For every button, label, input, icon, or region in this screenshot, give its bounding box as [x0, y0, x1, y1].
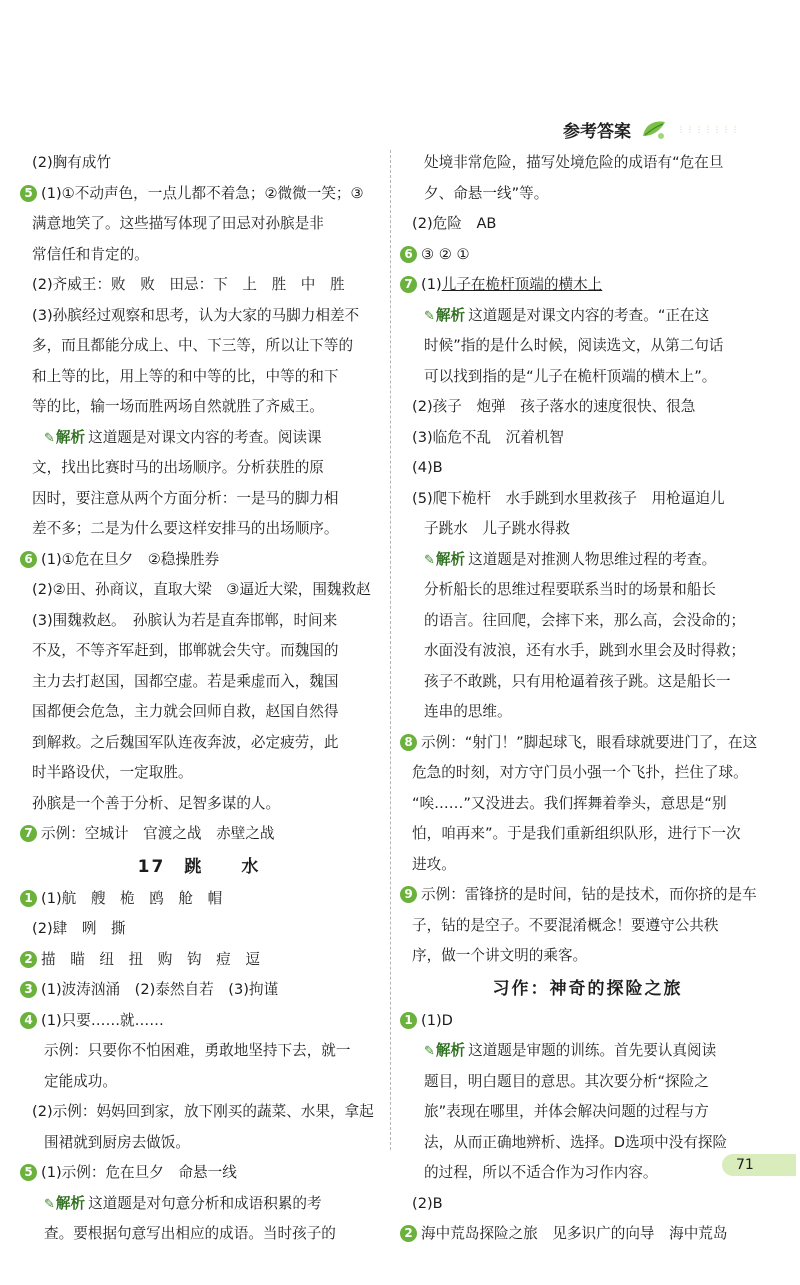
answer-line: 满意地笑了。这些描写体现了田忌对孙膑是非: [32, 215, 324, 232]
answer-line: 文，找出比赛时马的出场顺序。分析获胜的原: [32, 459, 324, 476]
analysis-label: 解析: [435, 550, 466, 568]
answer-line: 怕，咱再来”。于是我们重新组织队形，进行下一次: [412, 825, 741, 842]
pencil-icon: ✎: [44, 430, 55, 446]
analysis-label: 解析: [435, 306, 466, 324]
answer-line: [400, 728, 775, 759]
answer-line: “唉……”又没进去。我们挥舞着拳头，意思是“别: [412, 794, 727, 812]
answer-line: 水面没有波浪，还有水手，跳到水里会及时得救；: [424, 642, 746, 659]
analysis-label: 解析: [55, 1194, 86, 1212]
analysis-text: 这道题是审题的训练。首先要认真阅读: [468, 1042, 717, 1059]
answer-line: 定能成功。: [44, 1072, 117, 1090]
pencil-icon: ✎: [424, 308, 435, 324]
answer-line: 多，而且都能分成上、中、下三等，所以让下等的: [32, 337, 354, 354]
answer-line: (2)B: [412, 1194, 443, 1212]
question-number-badge: 1: [20, 890, 37, 907]
question-number-badge: 6: [400, 246, 417, 263]
pencil-icon: ✎: [44, 1196, 55, 1212]
answer-line: [20, 819, 378, 850]
answer-text: 示例：雷锋挤的是时间，钻的是技术，而你挤的是车: [421, 886, 757, 903]
answer-line: 到解救。之后魏国军队连夜奔波，必定疲劳，此: [32, 733, 339, 751]
answer-line: 的过程，所以不适合作为习作内容。: [424, 1164, 658, 1181]
underlined-answer: 儿子在桅杆顶端的横木上: [441, 276, 603, 293]
answer-line: 可以找到指的是“儿子在桅杆顶端的横木上”。: [424, 367, 717, 385]
answer-line: [400, 270, 775, 301]
answer-line: [400, 1219, 775, 1250]
answer-line: [20, 545, 378, 576]
answer-line: 和上等的比，用上等的和中等的比，中等的和下: [32, 367, 339, 385]
answer-line: 题目，明白题目的意思。其次要分析“探险之: [424, 1072, 709, 1090]
answer-text: (1)D: [421, 1011, 453, 1029]
answer-line: 连串的思维。: [424, 703, 512, 720]
question-number-badge: 2: [400, 1225, 417, 1242]
answer-line: 等的比，输一场而胜两场自然就胜了齐威王。: [32, 398, 324, 415]
answer-line: 围裙就到厨房去做饭。: [44, 1133, 190, 1151]
answer-line: [400, 240, 775, 271]
answer-line: [400, 880, 775, 911]
answer-line: 孙膑是一个善于分析、足智多谋的人。: [32, 794, 281, 812]
answer-line: 差不多；二是为什么要这样安排马的出场顺序。: [32, 520, 339, 537]
answer-text: (1)航 艘 桅 鸥 舱 帽: [41, 889, 223, 907]
question-number-badge: 8: [400, 734, 417, 751]
answer-line: 示例：只要你不怕困难，勇敢地坚持下去，就一: [44, 1042, 351, 1059]
answer-line: 危急的时刻，对方守门员小强一个飞扑，拦住了球。: [412, 764, 748, 781]
analysis-line: [400, 301, 775, 332]
answer-line: (2)肆 咧 撕: [32, 920, 126, 937]
answer-line: (2)孩子 炮弹 孩子落水的速度很快、很急: [412, 398, 696, 415]
answer-line: 法，从而正确地辨析、选择。D选项中没有探险: [424, 1133, 728, 1151]
answer-line: 子跳水 儿子跳水得救: [424, 520, 570, 537]
question-number-badge: 7: [20, 825, 37, 842]
answer-line: 序，做一个讲文明的乘客。: [412, 947, 588, 964]
answer-line: [20, 179, 378, 210]
answer-text: (1)示例：危在旦夕 命悬一线: [41, 1164, 237, 1181]
answer-line: (3)临危不乱 沉着机智: [412, 428, 565, 446]
header-title: 参考答案: [563, 121, 631, 142]
analysis-line: [400, 545, 775, 576]
answer-line: (2)示例：妈妈回到家，放下刚买的蔬菜、水果，拿起: [32, 1103, 374, 1120]
leaf-decoration-icon: [639, 116, 669, 142]
answer-text: (1)①危在旦夕 ②稳操胜券: [41, 550, 220, 568]
answer-line: 处境非常危险，描写处境危险的成语有“危在旦: [424, 154, 724, 171]
answer-line: [20, 945, 378, 976]
answer-text: ③ ② ①: [421, 245, 470, 263]
answer-line: 查。要根据句意写出相应的成语。当时孩子的: [44, 1225, 336, 1242]
answer-line: 孩子不敢跳，只有用枪逼着孩子跳。这是船长一: [424, 672, 731, 690]
answer-line: 分析船长的思维过程要联系当时的场景和船长: [424, 581, 716, 598]
question-number-badge: 1: [400, 1012, 417, 1029]
analysis-label: 解析: [55, 428, 86, 446]
answer-line: 旅”表现在哪里，并体会解决问题的过程与方: [424, 1103, 709, 1120]
answer-line: [400, 1006, 775, 1037]
answer-line: 因时，要注意从两个方面分析：一是马的脚力相: [32, 489, 339, 507]
analysis-label: 解析: [435, 1042, 466, 1059]
page-header: [563, 114, 740, 144]
analysis-text: 这道题是对句意分析和成语积累的考: [88, 1194, 322, 1212]
question-number-badge: 2: [20, 951, 37, 968]
answer-text: (1)只要……就……: [41, 1011, 164, 1029]
question-number-badge: 5: [20, 1164, 37, 1181]
right-column: [400, 148, 775, 1250]
answer-line: (2)胸有成竹: [32, 154, 112, 171]
answer-line: (2)齐威王：败 败 田忌：下 上 胜 中 胜: [32, 276, 345, 293]
answer-prefix: (1): [421, 276, 442, 293]
answer-text: (1)波涛汹涌 (2)泰然自若 (3)拘谨: [41, 981, 279, 998]
analysis-text: 这道题是对课文内容的考查。“正在这: [468, 306, 710, 324]
header-dots: ⋮⋮⋮⋮⋮⋮⋮: [677, 124, 740, 134]
analysis-text: 这道题是对推测人物思维过程的考查。: [468, 550, 717, 568]
answer-text: 海中荒岛探险之旅 见多识广的向导 海中荒岛: [421, 1225, 728, 1242]
question-number-badge: 4: [20, 1012, 37, 1029]
answer-line: 主力去打赵国，国都空虚。若是乘虚而入，魏国: [32, 672, 339, 690]
answer-line: 的语言。往回爬，会摔下来，那么高，会没命的；: [424, 611, 746, 629]
answer-line: [20, 975, 378, 1006]
answer-line: (4)B: [412, 459, 443, 476]
analysis-line: [20, 1189, 378, 1220]
question-number-badge: 3: [20, 981, 37, 998]
answer-line: (3)围魏救赵。 孙膑认为若是直奔邯郸，时间来: [32, 611, 338, 629]
answer-text: 描 瞄 纽 扭 购 钩 痘 逗: [41, 950, 260, 968]
answer-text: 示例：“射门！”脚起球飞，眼看球就要进门了，在这: [421, 733, 758, 751]
left-column: [20, 148, 378, 1250]
answer-line: (5)爬下桅杆 水手跳到水里救孩子 用枪逼迫儿: [412, 489, 725, 507]
section-title: 习作：神奇的探险之旅: [492, 978, 683, 999]
answer-line: 时候”指的是什么时候，阅读选文，从第二句话: [424, 337, 724, 354]
answer-line: [20, 884, 378, 915]
answer-text: 示例：空城计 官渡之战 赤壁之战: [41, 825, 275, 842]
section-title: 17 跳 水: [137, 856, 261, 877]
analysis-line: [20, 423, 378, 454]
question-number-badge: 7: [400, 276, 417, 293]
question-number-badge: 9: [400, 886, 417, 903]
question-number-badge: 5: [20, 185, 37, 202]
answer-line: 时半路设伏，一定取胜。: [32, 764, 193, 781]
analysis-line: [400, 1036, 775, 1067]
answer-line: [20, 1006, 378, 1037]
column-divider: [390, 150, 391, 1150]
page-number: 71: [722, 1154, 796, 1176]
pencil-icon: ✎: [424, 1044, 435, 1059]
answer-line: (2)危险 AB: [412, 215, 497, 232]
analysis-text: 这道题是对课文内容的考查。阅读课: [88, 428, 322, 446]
answer-line: [20, 1158, 378, 1189]
answer-line: 子，钻的是空子。不要混淆概念！要遵守公共秩: [412, 916, 719, 934]
question-number-badge: 6: [20, 551, 37, 568]
answer-line: 国都便会危急，主力就会回师自救，赵国自然得: [32, 703, 339, 720]
answer-line: 夕、命悬一线”等。: [424, 184, 549, 202]
pencil-icon: ✎: [424, 552, 435, 568]
answer-line: 进攻。: [412, 855, 456, 873]
answer-line: (3)孙膑经过观察和思考，认为大家的马脚力相差不: [32, 306, 360, 324]
answer-line: 常信任和肯定的。: [32, 245, 149, 263]
answer-text: (1)①不动声色，一点儿都不着急；②微微一笑；③: [41, 184, 364, 202]
answer-line: (2)②田、孙商议，直取大梁 ③逼近大梁，围魏救赵: [32, 581, 371, 598]
answer-line: 不及，不等齐军赶到，邯郸就会失守。而魏国的: [32, 642, 339, 659]
